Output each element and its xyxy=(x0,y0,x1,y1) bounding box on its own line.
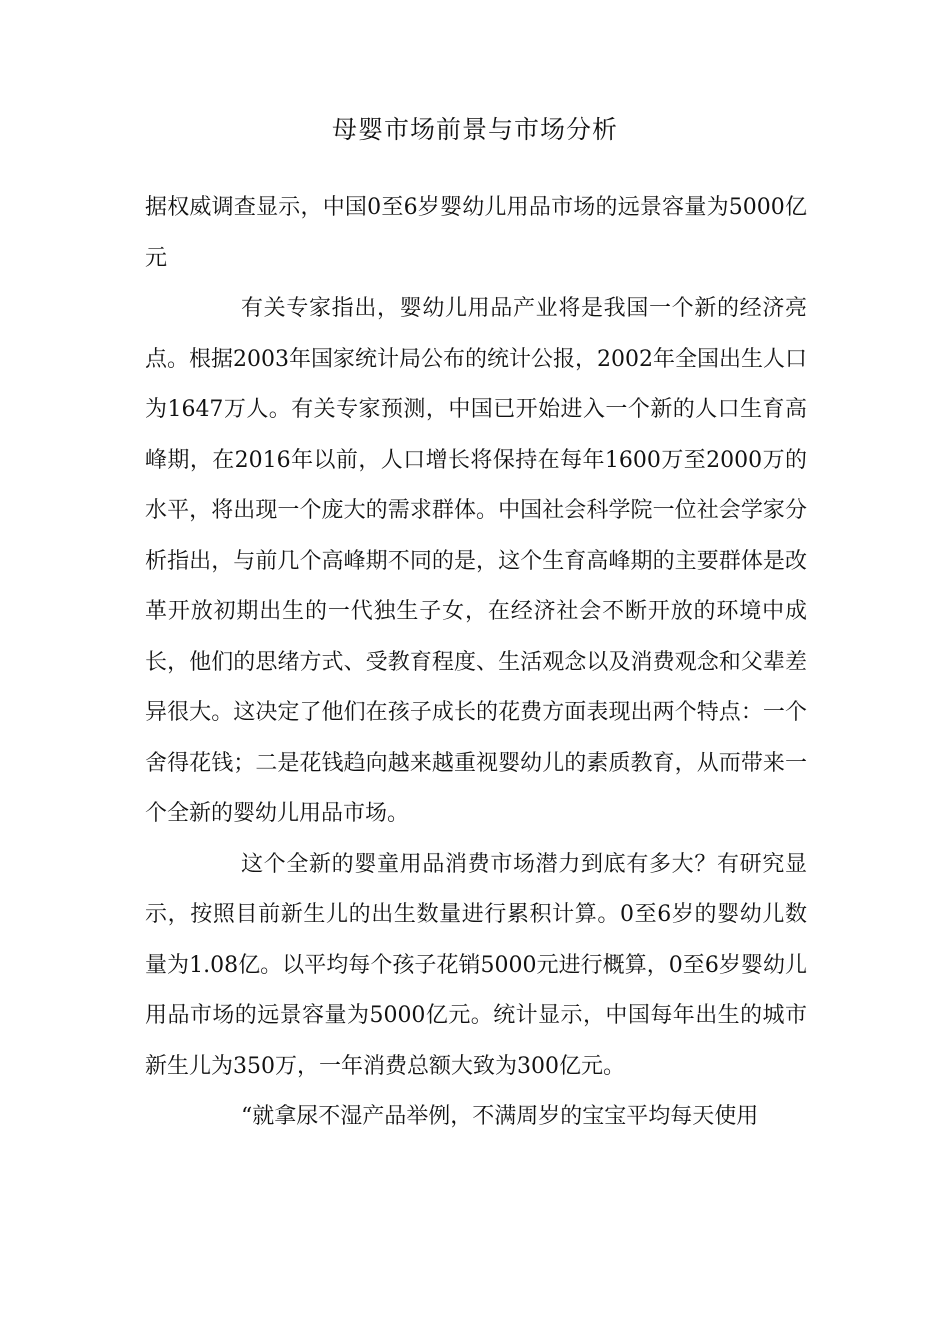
document-title: 母婴市场前景与市场分析 xyxy=(331,115,618,144)
paragraph-survey-summary: 据权威调查显示，中国0至6岁婴幼儿用品市场的远景容量为5000亿元 xyxy=(145,195,807,271)
document-body xyxy=(145,183,807,1143)
paragraph-diaper-example: “就拿尿不湿产品举例，不满周岁的宝宝平均每天使用 xyxy=(241,1104,759,1129)
paragraph-market-potential: 这个全新的婴童用品消费市场潜力到底有多大？有研究显示，按照目前新生儿的出生数量进行累积计算。0至6岁的婴幼儿数量为1.08亿。以平均每个孩子花销5000元进行概算，0至6岁婴幼儿用品市场的远景容量为5000亿元。统计显示，中国每年出生的城市新生儿为350万，一年消费总额大致为300亿元。 xyxy=(145,851,807,1079)
paragraph-expert-analysis: 有关专家指出，婴幼儿用品产业将是我国一个新的经济亮点。根据2003年国家统计局公布的统计公报，2002年全国出生人口为1647万人。有关专家预测，中国已开始进入一个新的人口生育高峰期，在2016年以前，人口增长将保持在每年1600万至2000万的水平，将出现一个庞大的需求群体。中国社会科学院一位社会学家分析指出，与前几个高峰期不同的是，这个生育高峰期的主要群体是改革开放初期出生的一代独生子女，在经济社会不断开放的环境中成长，他们的思绪方式、受教育程度、生活观念以及消费观念和父辈差异很大。这决定了他们在孩子成长的花费方面表现出两个特点：一个舍得花钱；二是花钱趋向越来越重视婴幼儿的素质教育，从而带来一个全新的婴幼儿用品市场。 xyxy=(145,296,807,826)
